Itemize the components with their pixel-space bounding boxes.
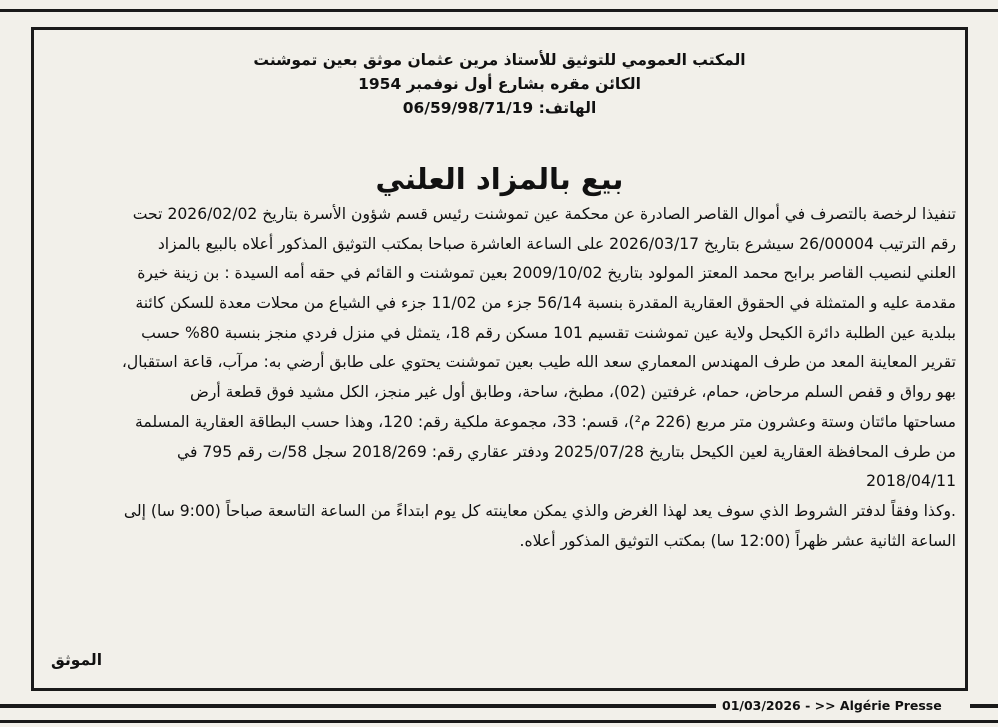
top-rule [0, 9, 998, 12]
body-line: من طرف المحافظة العقارية لعين الكيحل بتاريخ 2025/07/28 ودفتر عقاري رقم: 2018/269 سجل 58/ت رقم 795 في [176, 442, 956, 461]
footer-rule [970, 704, 998, 708]
body-line: تنفيذا لرخصة بالتصرف في أموال القاصر الصادرة عن محكمة عين تموشنت رئيس قسم شؤون الأسرة بتاريخ 2026/02/02 تحت [132, 205, 956, 223]
body-line: مقدمة عليه و المتمثلة في الحقوق العقارية المقدرة بنسبة 56/14 جزء من 11/02 جزء في الشياع من محلات معدة للسكن كائنة [135, 294, 956, 313]
publication-footer [0, 697, 998, 715]
body-line: الساعة الثانية عشر ظهراً (12:00 سا) بمكتب التوثيق المذكور أعلاه. [519, 531, 956, 550]
body-line: تقرير المعاينة المعد من طرف المهندس المعماري سعد الله طيب بعين تموشنت يحتوي على طابق أرضي به: مرآب، قاعة استقبال، [121, 353, 956, 372]
announcement-frame [31, 27, 968, 691]
notary-signature: الموثق [51, 651, 103, 669]
office-address: الكائن مقره بشارع أول نوفمبر 1954 [358, 75, 641, 93]
footer-rule [0, 704, 716, 708]
bottom-rule [0, 720, 998, 723]
body-line: مساحتها مائتان وستة وعشرون متر مربع (226 م²)، قسم: 33، مجموعة ملكية رقم: 120، وهذا حسب البطاقة العقارية المسلمة [135, 412, 956, 431]
office-phone: الهاتف: 06/59/98/71/19 [402, 99, 597, 117]
body-line: .وكذا وفقاً لدفتر الشروط الذي سوف يعد لهذا الغرض والذي يمكن معاينته كل يوم ابتداءً من الساعة التاسعة صباحاً (9:00 سا) إلى [123, 501, 956, 520]
body-line: ببلدية عين الطلبة دائرة الكيحل ولاية عين تموشنت تقسيم 101 مسكن رقم 18، يتمثل في منزل فردي منجز بنسبة 80% حسب [141, 323, 956, 342]
announcement-body [43, 200, 956, 556]
body-line: بهو رواق و قفص السلم مرحاض، حمام، غرفتين (02)، مطبخ، ساحة، وطابق أول غير منجز، الكل مشيد فوق قطعة أرض [189, 383, 956, 402]
body-line: رقم الترتيب 26/00004 سيشرع بتاريخ 2026/03/17 على الساعة العاشرة صباحا بمكتب التوثيق المذكور أعلاه بالبيع بالمزاد [157, 234, 956, 253]
publication-credit: 01/03/2026 - >> Algérie Presse [722, 698, 942, 713]
notary-office-header [34, 48, 965, 120]
body-line: 2018/04/11 [866, 472, 956, 491]
office-name: المكتب العمومي للتوثيق للأستاذ مرين عثمان موثق بعين تموشنت [253, 51, 746, 69]
announcement-title: بيع بالمزاد العلني [375, 162, 624, 196]
body-line: العلني لنصيب القاصر برابح محمد المعتز المولود بتاريخ 2009/10/02 بعين تموشنت و القائم في حقه أمه السيدة : بن زينة خيرة [137, 264, 956, 283]
